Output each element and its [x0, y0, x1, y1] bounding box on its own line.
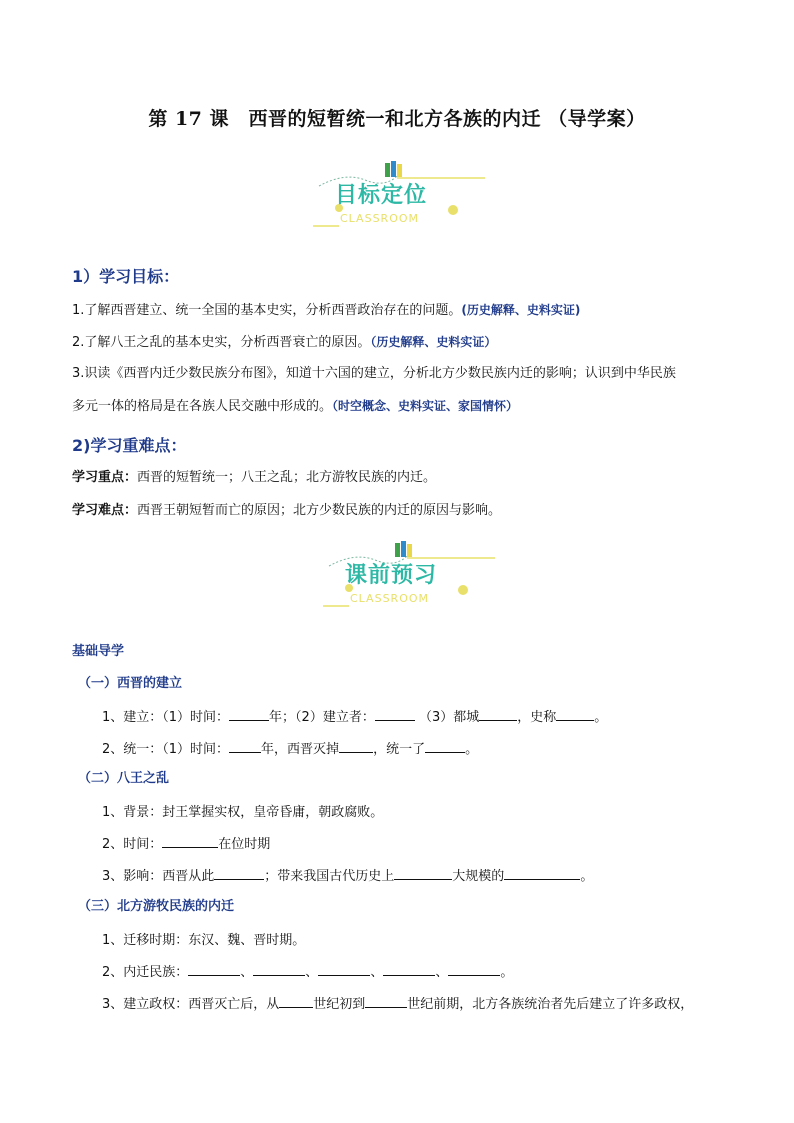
answer-blank[interactable]: [394, 865, 452, 880]
line-text: 1、建立：（1）时间：: [102, 710, 230, 725]
line-text: 世纪前期，北方各族统治者先后建立了许多政权，: [407, 997, 694, 1012]
line-text: （3）都城: [414, 710, 480, 725]
difficulty-text: 西晋王朝短暂而亡的原因；北方少数民族的内迁的原因与影响。: [137, 503, 502, 518]
answer-blank[interactable]: [318, 961, 370, 976]
banner-title: 目标定位: [335, 183, 428, 208]
keypoints-heading: 2)学习重难点：: [72, 436, 187, 455]
goal-text: 多元一体的格局是在各族人民交融中形成的。: [72, 399, 333, 414]
banner-title: 课前预习: [345, 563, 438, 588]
banner-subtitle: CLASSROOM: [350, 592, 430, 605]
goal-item: [72, 396, 518, 417]
fill-in-line: [102, 833, 270, 852]
answer-blank[interactable]: [253, 961, 305, 976]
preview-heading: 基础导学: [72, 644, 125, 659]
fill-in-line: [102, 993, 693, 1012]
fill-in-line: [102, 738, 478, 757]
answer-blank[interactable]: [448, 961, 500, 976]
line-text: ；带来我国古代历史上: [264, 869, 395, 884]
line-text: 。: [465, 742, 479, 757]
fill-in-line: [102, 961, 513, 980]
line-text: 2、时间：: [102, 837, 163, 852]
fill-in-line: [102, 801, 383, 820]
fill-in-line: [102, 865, 593, 884]
line-text: 年，西晋灭掉: [261, 742, 340, 757]
goal-tag: （时空概念、史料实证、家国情怀）: [332, 399, 519, 413]
goal-item: [72, 300, 580, 321]
goal-tag: (历史解释、史料实证): [461, 303, 581, 317]
answer-blank[interactable]: [504, 865, 580, 880]
answer-blank[interactable]: [214, 865, 264, 880]
line-text: 。: [580, 869, 594, 884]
answer-blank[interactable]: [188, 961, 240, 976]
section-banner-preview: [315, 540, 505, 620]
line-text: 3、影响：西晋从此: [102, 869, 215, 884]
answer-blank[interactable]: [383, 961, 435, 976]
line-text: 3、建立政权：西晋灭亡后，从: [102, 997, 280, 1012]
goal-text: 2.了解八王之乱的基本史实，分析西晋衰亡的原因。: [72, 335, 371, 350]
goal-text: 3.识读《西晋内迁少数民族分布图》，知道十六国的建立，分析北方少数民族内迁的影响；认识到中华民族: [72, 366, 676, 381]
difficulty-line: [72, 501, 501, 521]
line-text: 2、内迁民族：: [102, 965, 189, 980]
answer-blank[interactable]: [229, 706, 269, 721]
focus-label: 学习重点：: [72, 470, 138, 485]
answer-blank[interactable]: [229, 738, 261, 753]
answer-blank[interactable]: [425, 738, 465, 753]
line-text: 大规模的: [452, 869, 505, 884]
line-text: 年；（2）建立者：: [269, 710, 375, 725]
line-text: 、: [305, 965, 319, 980]
line-text: ，史称: [517, 710, 557, 725]
fill-in-line: [102, 929, 305, 948]
answer-blank[interactable]: [339, 738, 373, 753]
difficulty-label: 学习难点：: [72, 503, 138, 518]
page-title: 第 17 课 西晋的短暂统一和北方各族的内迁 （导学案）: [148, 108, 646, 130]
goals-heading: 1）学习目标：: [72, 267, 180, 286]
answer-blank[interactable]: [375, 706, 415, 721]
line-text: 、: [370, 965, 384, 980]
focus-text: 西晋的短暂统一；八王之乱；北方游牧民族的内迁。: [137, 470, 437, 485]
banner-subtitle: CLASSROOM: [340, 212, 420, 225]
goal-item: [72, 332, 496, 353]
line-text: 在位时期: [218, 837, 271, 852]
line-text: 。: [594, 710, 608, 725]
answer-blank[interactable]: [479, 706, 517, 721]
line-text: 、: [435, 965, 449, 980]
section-banner-goals: [305, 160, 495, 240]
answer-blank[interactable]: [279, 993, 313, 1008]
answer-blank[interactable]: [365, 993, 407, 1008]
line-text: 世纪初到: [313, 997, 366, 1012]
goal-item: [72, 364, 676, 384]
line-text: 、: [240, 965, 254, 980]
line-text: 1、迁移时期：东汉、魏、晋时期。: [102, 933, 306, 948]
line-text: 1、背景：封王掌握实权，皇帝昏庸，朝政腐败。: [102, 805, 384, 820]
line-text: 2、统一：（1）时间：: [102, 742, 230, 757]
goal-tag: （历史解释、史料实证）: [370, 335, 497, 349]
preview-section-title: （三）北方游牧民族的内迁: [78, 899, 235, 914]
goal-text: 1.了解西晋建立、统一全国的基本史实，分析西晋政治存在的问题。: [72, 303, 462, 318]
answer-blank[interactable]: [556, 706, 594, 721]
answer-blank[interactable]: [162, 833, 218, 848]
focus-line: [72, 468, 436, 488]
line-text: 。: [500, 965, 514, 980]
preview-section-title: （一）西晋的建立: [78, 676, 183, 691]
fill-in-line: [102, 706, 607, 725]
line-text: ，统一了: [373, 742, 426, 757]
preview-section-title: （二）八王之乱: [78, 771, 170, 786]
